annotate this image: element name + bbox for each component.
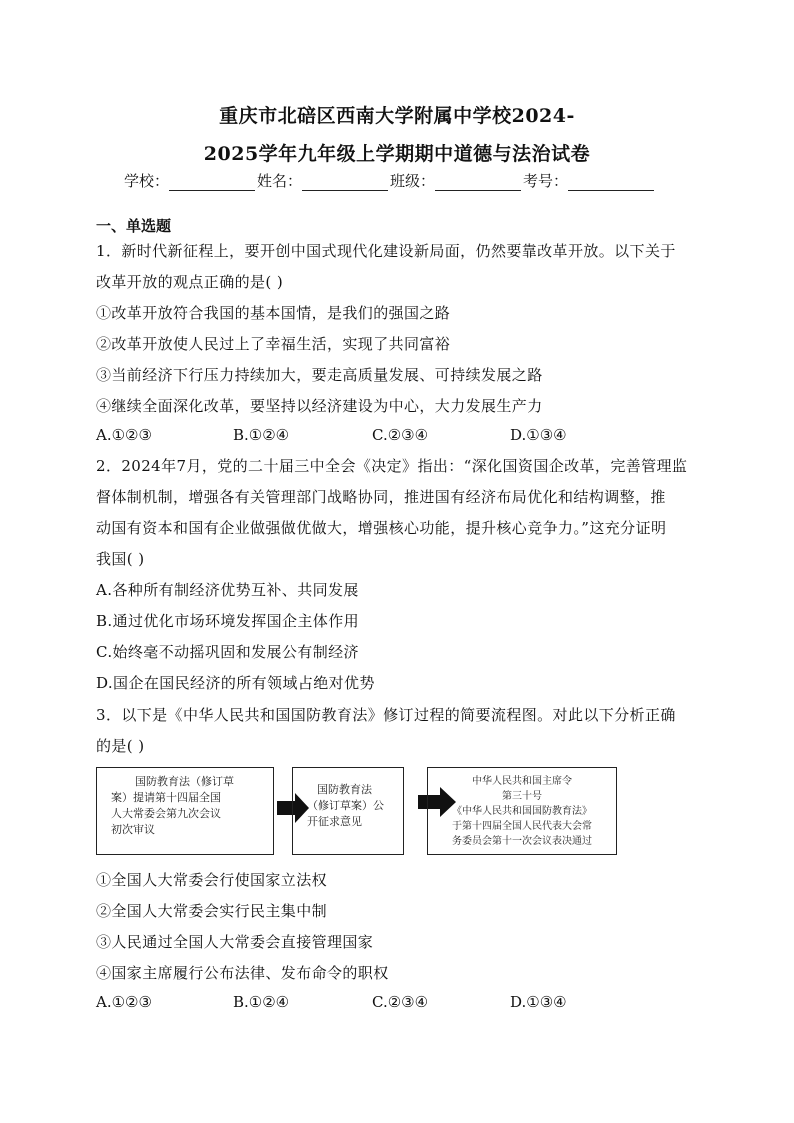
class-label: 班级：	[390, 172, 436, 190]
q1-option-a[interactable]: A.①②③	[96, 426, 152, 444]
q1-statement-1: ①改革开放符合我国的基本国情，是我们的强国之路	[96, 304, 451, 322]
q3-stem-line2: 的是( )	[96, 737, 145, 755]
q2-option-c[interactable]: C.始终毫不动摇巩固和发展公有制经济	[96, 643, 359, 661]
exam-title-line1: 重庆市北碚区西南大学附属中学校2024-	[219, 105, 575, 127]
revision-flowchart	[96, 767, 656, 859]
class-blank[interactable]	[435, 176, 521, 191]
q3-statement-3: ③人民通过全国人大常委会直接管理国家	[96, 933, 374, 951]
q3-stem-line1: 3．以下是《中华人民共和国国防教育法》修订过程的简要流程图。对此以下分析正确	[96, 706, 676, 724]
school-label: 学校：	[124, 172, 170, 190]
flow-box1-line2: 案）提请第十四届全国	[111, 791, 221, 804]
name-blank[interactable]	[302, 176, 388, 191]
student-info-row	[124, 170, 656, 191]
q3-statement-4: ④国家主席履行公布法律、发布命令的职权	[96, 964, 389, 982]
q3-option-b[interactable]: B.①②④	[233, 993, 290, 1011]
school-blank[interactable]	[169, 176, 255, 191]
flow-box3-line2: 第三十号	[502, 791, 542, 802]
q1-statement-2: ②改革开放使人民过上了幸福生活，实现了共同富裕	[96, 335, 451, 353]
flow-box1-line3: 人大常委会第九次会议	[111, 807, 221, 820]
q1-option-b[interactable]: B.①②④	[233, 426, 290, 444]
exam-title-line2: 2025学年九年级上学期期中道德与法治试卷	[203, 143, 591, 165]
flow-box-president-decree	[427, 767, 617, 855]
flow-box-initial-review	[96, 767, 274, 855]
exam-number-label: 考号：	[523, 172, 569, 190]
flow-box2-line1: 国防教育法	[317, 783, 372, 796]
flow-box2-line3: 开征求意见	[307, 815, 362, 828]
q3-option-a[interactable]: A.①②③	[96, 993, 152, 1011]
flow-box1-line1: 国防教育法（修订草	[135, 775, 234, 788]
q2-stem-line2: 督体制机制，增强各有关管理部门战略协同，推进国有经济布局优化和结构调整，推	[96, 488, 666, 506]
flow-box2-line2: （修订草案）公	[307, 799, 384, 812]
flow-box3-line3: 《中华人民共和国国防教育法》	[452, 806, 592, 817]
q3-option-c[interactable]: C.②③④	[372, 993, 429, 1011]
q2-option-b[interactable]: B.通过优化市场环境发挥国企主体作用	[96, 612, 359, 630]
q1-statement-3: ③当前经济下行压力持续加大，要走高质量发展、可持续发展之路	[96, 366, 543, 384]
q3-statement-2: ②全国人大常委会实行民主集中制	[96, 902, 328, 920]
q2-stem-line4: 我国( )	[96, 550, 145, 568]
q1-option-d[interactable]: D.①③④	[510, 426, 567, 444]
section-title: 一、单选题	[96, 217, 172, 235]
q3-statement-1: ①全国人大常委会行使国家立法权	[96, 871, 328, 889]
exam-number-blank[interactable]	[568, 176, 654, 191]
q2-option-a[interactable]: A.各种所有制经济优势互补、共同发展	[96, 581, 359, 599]
q1-statement-4: ④继续全面深化改革，要坚持以经济建设为中心，大力发展生产力	[96, 397, 543, 415]
flow-box1-line4: 初次审议	[111, 823, 155, 836]
q3-option-d[interactable]: D.①③④	[510, 993, 567, 1011]
flow-box3-line1: 中华人民共和国主席令	[472, 776, 572, 787]
q2-option-d[interactable]: D.国企在国民经济的所有领域占绝对优势	[96, 674, 375, 692]
q1-stem-line1: 1．新时代新征程上，要开创中国式现代化建设新局面，仍然要靠改革开放。以下关于	[96, 242, 676, 260]
flow-box-public-comment	[292, 767, 404, 855]
q2-stem-line3: 动国有资本和国有企业做强做优做大，增强核心功能，提升核心竞争力。”这充分证明	[96, 519, 667, 537]
flow-box3-line4: 于第十四届全国人民代表大会常	[452, 821, 592, 832]
q2-stem-line1: 2．2024年7月，党的二十届三中全会《决定》指出：“深化国资国企改革，完善管理监	[96, 457, 688, 475]
q1-stem-line2: 改革开放的观点正确的是( )	[96, 273, 284, 291]
name-label: 姓名：	[257, 172, 303, 190]
q1-option-c[interactable]: C.②③④	[372, 426, 429, 444]
flow-box3-line5: 务委员会第十一次会议表决通过	[452, 836, 592, 847]
